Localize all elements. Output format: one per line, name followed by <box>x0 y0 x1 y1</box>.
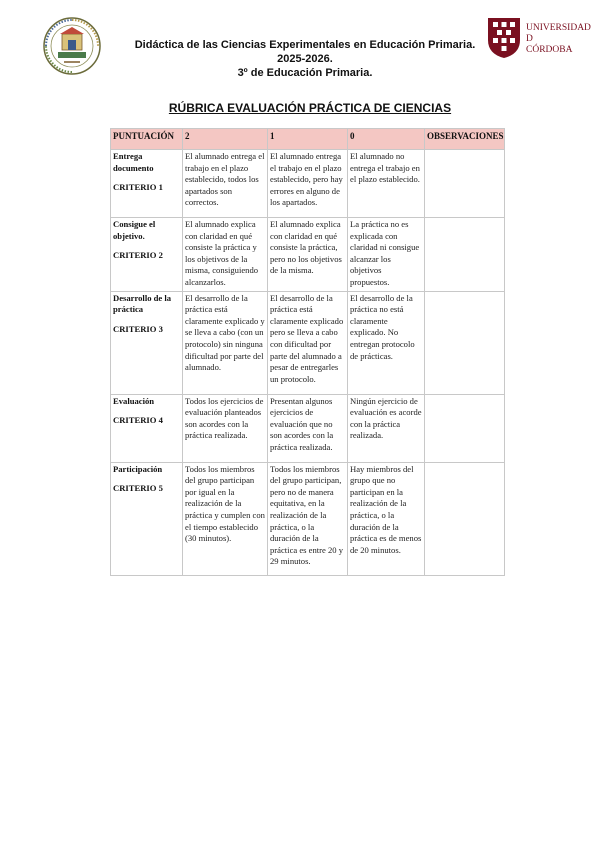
criterion-cell <box>111 218 183 292</box>
score-2-cell: El alumnado entrega el trabajo en el plazo establecido, todos los apartados son correctos. <box>183 150 268 218</box>
score-1-cell: El desarrollo de la práctica está claramente explicado pero se lleva a cabo con dificultad por parte del alumnado a pesar de entregarles un protocolo. <box>268 291 348 394</box>
table-row <box>111 462 505 575</box>
criterion-code: CRITERIO 4 <box>113 415 163 426</box>
rubric-header-row <box>111 129 505 150</box>
header-score: PUNTUACIÓN <box>111 129 183 150</box>
table-row <box>111 291 505 394</box>
criterion-code: CRITERIO 2 <box>113 250 163 261</box>
score-1-cell: El alumnado entrega el trabajo en el plazo establecido, pero hay errores en alguno de los apartados. <box>268 150 348 218</box>
score-0-cell: El desarrollo de la práctica no está claramente explicado. No entregan protocolo de prácticas. <box>348 291 425 394</box>
observations-cell <box>425 218 505 292</box>
score-0-cell: Hay miembros del grupo que no participan en la realización de la práctica, o la duración de la práctica es de menos de 20 minutos. <box>348 462 425 575</box>
score-1-cell: El alumnado explica con claridad en qué consiste la práctica, pero no los objetivos de la misma. <box>268 218 348 292</box>
score-0-cell: El alumnado no entrega el trabajo en el plazo establecido. <box>348 150 425 218</box>
criterion-label: Participación <box>113 463 163 474</box>
university-name-line3: CÓRDOBA <box>526 45 573 55</box>
observations-cell <box>425 150 505 218</box>
score-0-cell: Ningún ejercicio de evaluación es acorde con la práctica realizada. <box>348 394 425 462</box>
criterion-cell <box>111 462 183 575</box>
table-row <box>111 394 505 462</box>
table-row <box>111 150 505 218</box>
observations-cell <box>425 394 505 462</box>
criterion-label: Desarrollo de la práctica <box>113 292 172 315</box>
criterion-code: CRITERIO 5 <box>113 483 163 494</box>
university-name-line2: D <box>526 34 533 44</box>
header-year: 2025-2026. <box>277 53 333 65</box>
header-score-2: 2 <box>183 129 268 150</box>
criterion-label: Evaluación <box>113 395 155 406</box>
score-1-cell: Presentan algunos ejercicios de evaluación que no son acordes con la práctica realizada. <box>268 394 348 462</box>
criterion-cell <box>111 291 183 394</box>
header-grade: 3º de Educación Primaria. <box>237 67 373 79</box>
rubric-table <box>110 128 505 576</box>
score-0-cell: La práctica no es explicada con claridad ni consigue alcanzar los objetivos propuestos. <box>348 218 425 292</box>
score-2-cell: Todos los miembros del grupo participan por igual en la realización de la práctica y cumplen con el tiempo establecido (30 minutos). <box>183 462 268 575</box>
criterion-code: CRITERIO 1 <box>113 182 163 193</box>
observations-cell <box>425 462 505 575</box>
table-row <box>111 218 505 292</box>
score-2-cell: Todos los ejercicios de evaluación planteados son acordes con la práctica realizada. <box>183 394 268 462</box>
score-2-cell: El alumnado explica con claridad en qué consiste la práctica y los objetivos de la misma, consiguiendo alcanzarlos. <box>183 218 268 292</box>
criterion-label: Entrega documento <box>113 151 154 173</box>
university-name-line1: UNIVERSIDAD <box>526 23 591 33</box>
document-header <box>110 38 500 80</box>
header-score-1: 1 <box>268 129 348 150</box>
header-observations: OBSERVACIONES <box>425 129 505 150</box>
school-seal-logo <box>42 16 102 76</box>
header-score-0: 0 <box>348 129 425 150</box>
rubric-title: RÚBRICA EVALUACIÓN PRÁCTICA DE CIENCIAS <box>168 101 452 115</box>
header-course: Didáctica de las Ciencias Experimentales en Educación Primaria. <box>134 39 476 51</box>
criterion-cell <box>111 394 183 462</box>
criterion-code: CRITERIO 3 <box>113 323 163 334</box>
criterion-label: Consigue el objetivo. <box>113 219 156 241</box>
observations-cell <box>425 291 505 394</box>
score-2-cell: El desarrollo de la práctica está claramente explicado y se lleva a cabo (con un protocolo) sin ninguna dificultad por parte del alumnado. <box>183 291 268 394</box>
score-1-cell: Todos los miembros del grupo participan, pero no de manera equitativa, en la realización de la práctica, o la duración de la práctica es entre 20 y 29 minutos. <box>268 462 348 575</box>
criterion-cell <box>111 150 183 218</box>
